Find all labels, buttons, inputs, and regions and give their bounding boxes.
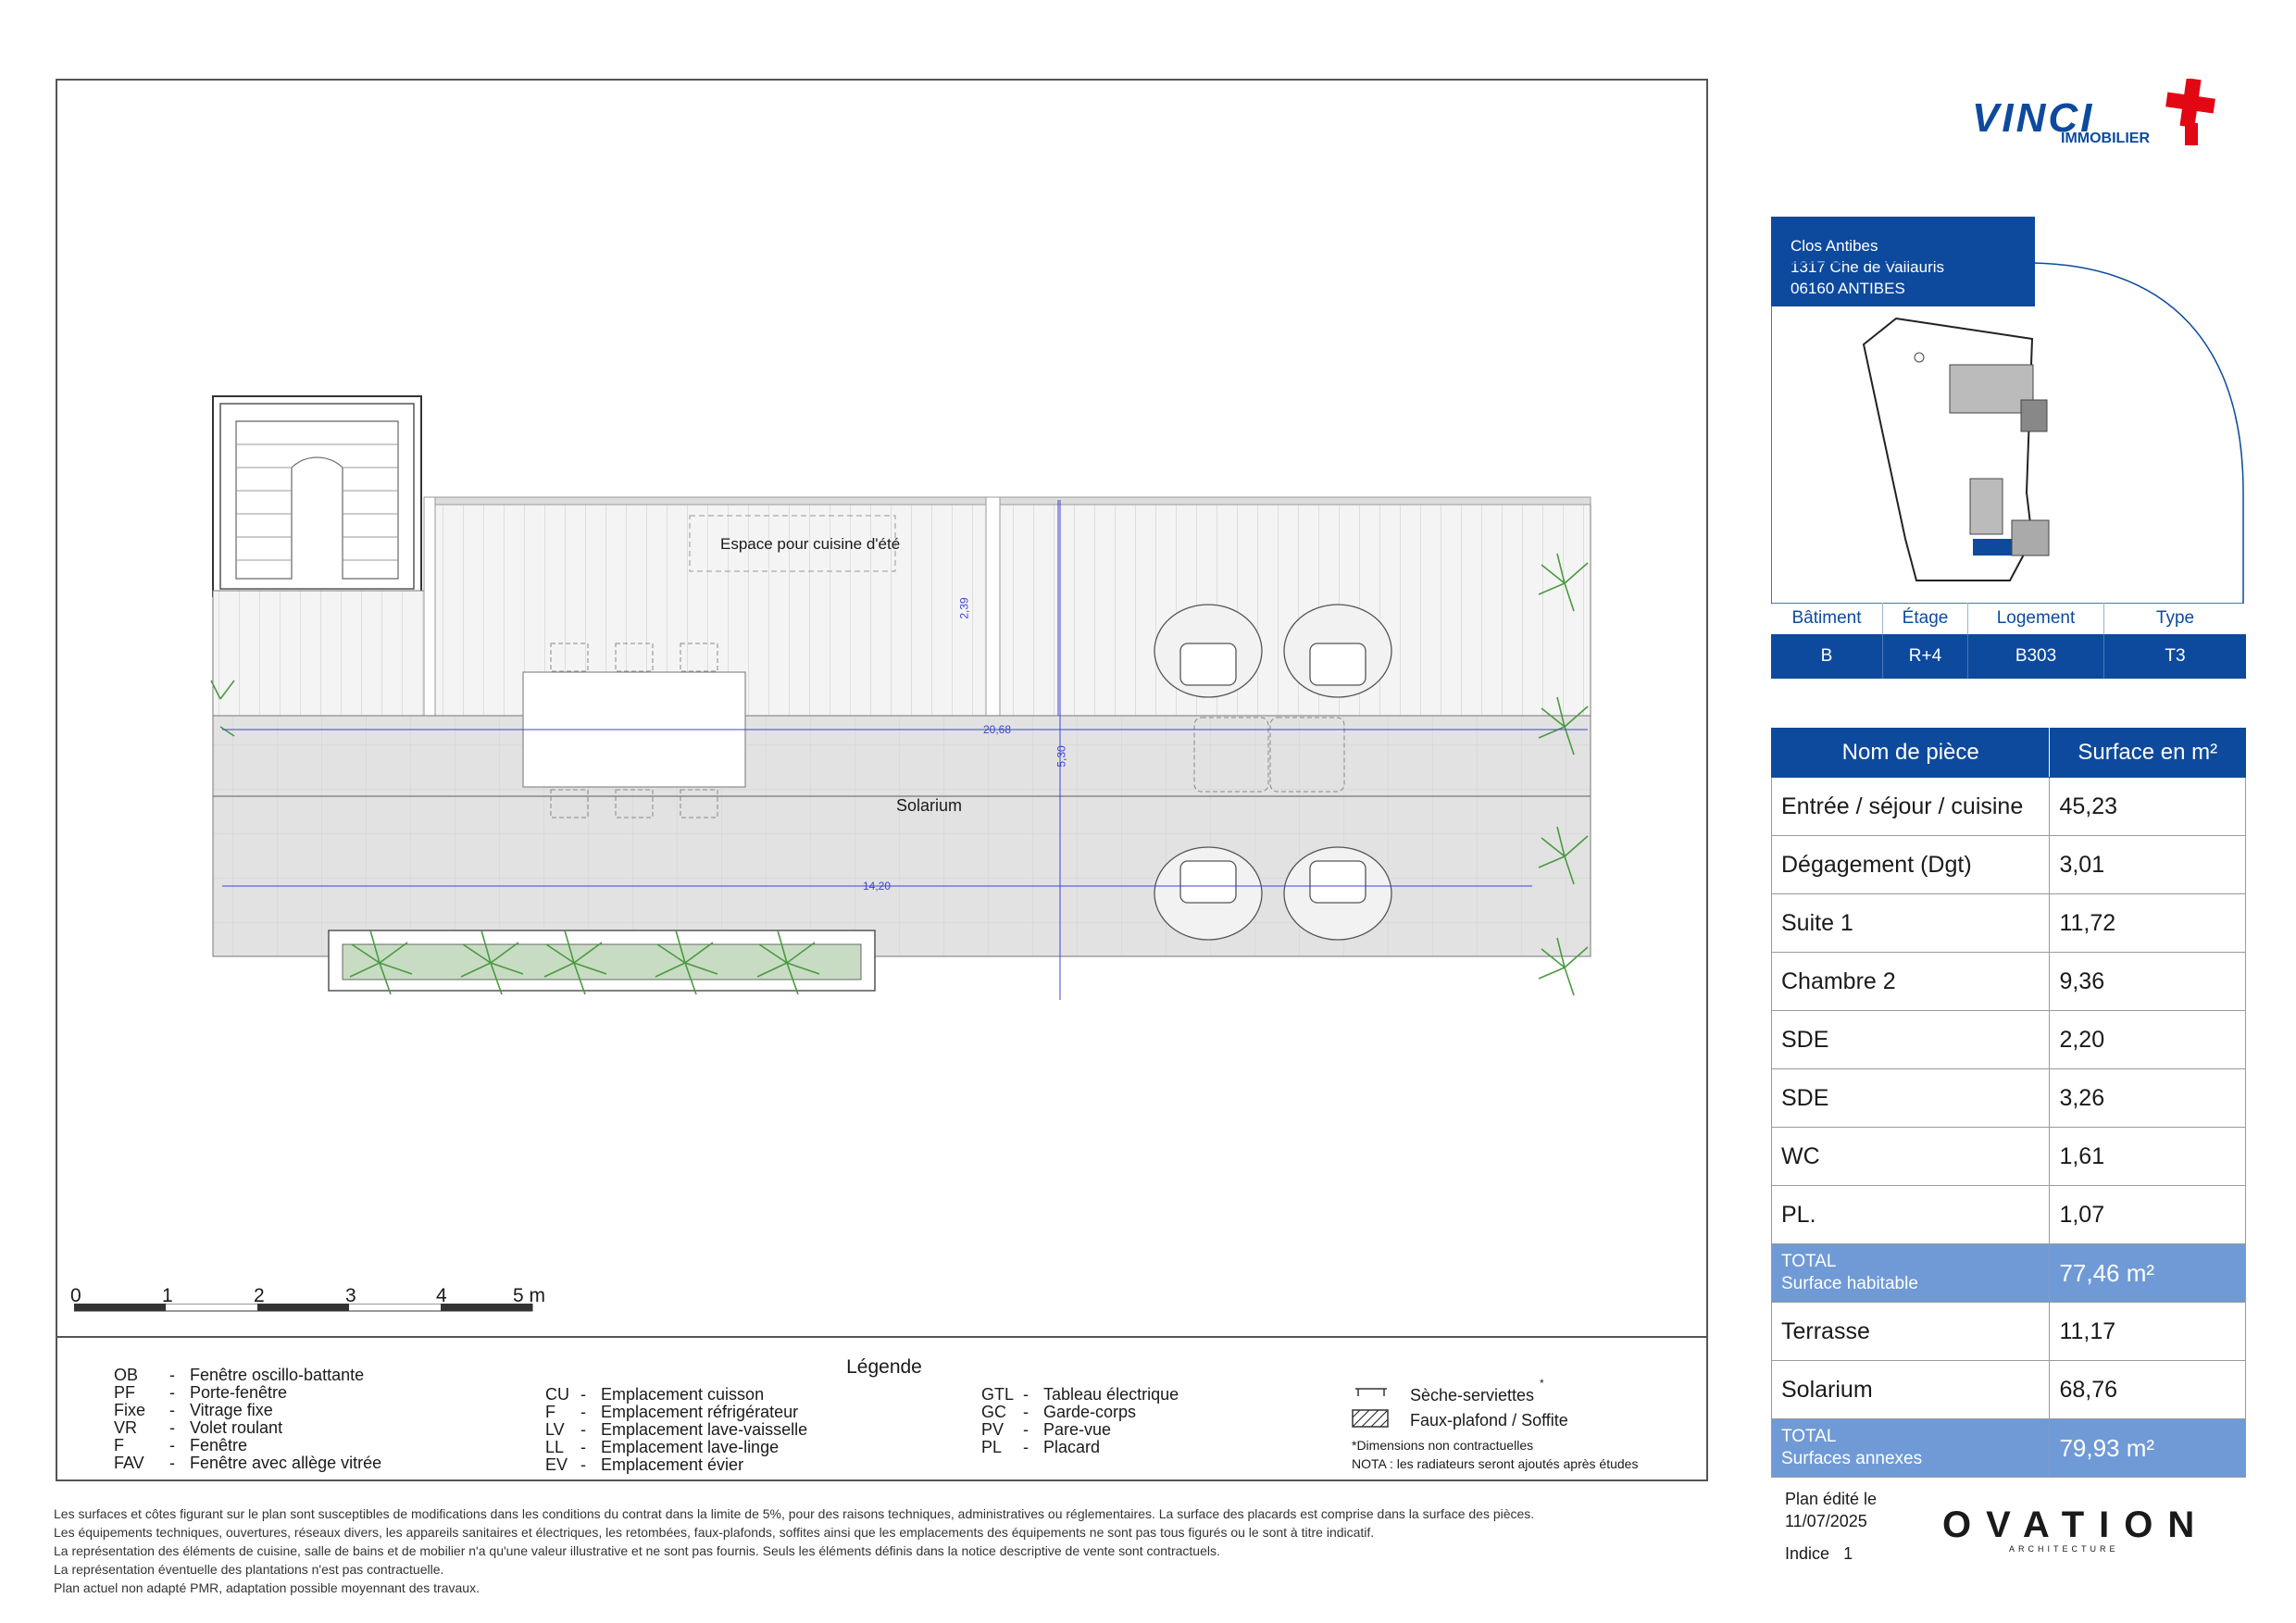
table-row: Suite 1 11,72 <box>1772 894 2246 953</box>
radiator-note: NOTA : les radiateurs seront ajoutés après études <box>1352 1456 1639 1471</box>
kitchen-note: Espace pour cuisine d'été <box>720 535 901 553</box>
header-room: Nom de pièce <box>1772 729 2050 778</box>
legend-col-2: CU - Emplacement cuisson F - Emplacement réfrigérateur LV - Emplacement lave-vaisselle LL - Emplacement lave-linge EV - Emplacement évier <box>545 1385 808 1474</box>
info-values <box>1771 634 2246 679</box>
dim-height-b: 5,30 <box>1054 745 1068 768</box>
room-surface-table <box>1771 728 2246 1478</box>
info-header-unit: Logement <box>1968 603 2104 634</box>
table-row: Entrée / séjour / cuisine 45,23 <box>1772 778 2246 836</box>
false-ceiling-icon <box>1352 1409 1389 1428</box>
info-header-floor: Étage <box>1883 603 1968 634</box>
towel-dryer-icon <box>1354 1385 1389 1398</box>
scale-bar <box>74 1304 537 1322</box>
floor-plan <box>56 79 1708 1336</box>
disclaimer: Les surfaces et côtes figurant sur le plan sont susceptibles de modifications dans les conditions du contrat dans la limite de 5%, pour des raisons techniques, administratives ou réglementaires. La surface des placards est comprise dans la surface des pièces. Les équipements techniques, ouvertures, réseaux divers, les appareils sanitaires et électriques, les retombées, faux-plafonds, soffites ainsi que les emplacements des équipements ne sont pas tous figurés ou le sont à titre indicatif. La représentation des éléments de cuisine, salle de bains et de mobilier n'a qu'une valeur illustrative et ne sont pas fournis. Seuls les éléments définis dans la notice descriptive de vente sont contractuels. La représentation éventuelle des plantations n'est pas contractuelle. Plan actuel non adapté PMR, adaptation possible moyennant des travaux. <box>54 1506 1535 1595</box>
room-label: Solarium <box>896 796 963 815</box>
dim-width-total: 20,68 <box>983 723 1012 736</box>
table-row: Dégagement (Dgt) 3,01 <box>1772 836 2246 894</box>
dim-width-solarium: 14,20 <box>863 880 892 893</box>
scale-3: 3 <box>345 1285 356 1306</box>
info-unit: B303 <box>1968 634 2104 679</box>
info-building: B <box>1771 634 1883 679</box>
towel-dryer-label: Sèche-serviettes <box>1410 1386 1535 1405</box>
info-header <box>1771 603 2246 634</box>
legend-col-1: OB - Fenêtre oscillo-battante PF - Porte-fenêtre Fixe - Vitrage fixe VR - Volet roulant F - Fenêtre FAV - Fenêtre avec allège vitrée <box>114 1366 382 1472</box>
total-habitable-row: TOTAL Surface habitable 77,46 m² <box>1772 1244 2246 1303</box>
dimensions-note: *Dimensions non contractuelles <box>1352 1438 1534 1453</box>
scale-5: 5 m <box>513 1285 546 1306</box>
plan-edit-date: Plan édité le 11/07/2025 <box>1785 1490 1878 1530</box>
scale-2: 2 <box>254 1285 265 1306</box>
table-row: Terrasse 11,17 <box>1772 1303 2246 1361</box>
table-row: PL. 1,07 <box>1772 1186 2246 1244</box>
info-header-type: Type <box>2155 608 2195 628</box>
legend-divider <box>56 1336 1708 1338</box>
info-floor: R+4 <box>1883 634 1968 679</box>
table-row: Solarium 68,76 <box>1772 1361 2246 1419</box>
table-row: Chambre 2 9,36 <box>1772 953 2246 1011</box>
info-header-building: Bâtiment <box>1771 603 1883 634</box>
scale-0: 0 <box>70 1285 81 1306</box>
scale-4: 4 <box>436 1285 447 1306</box>
ovation-logo: OVATION <box>1942 1504 2210 1545</box>
indice: Indice 1 <box>1785 1544 1853 1563</box>
total-annex-row: TOTAL Surfaces annexes 79,93 m² <box>1772 1419 2246 1478</box>
site-plan <box>1771 261 2248 604</box>
false-ceiling-label: Faux-plafond / Soffite <box>1410 1411 1568 1429</box>
table-row: SDE 3,26 <box>1772 1069 2246 1128</box>
scale-1: 1 <box>162 1285 173 1306</box>
legend-title: Légende <box>846 1356 922 1378</box>
info-type: T3 <box>2165 646 2186 666</box>
table-row: SDE 2,20 <box>1772 1011 2246 1069</box>
legend-col-3: GTL - Tableau électrique GC - Garde-corps PV - Pare-vue PL - Placard <box>981 1385 1179 1456</box>
ovation-logo-sub: ARCHITECTURE <box>2009 1544 2119 1554</box>
address-block: Clos Antibes 1317 Che de Vallauris 06160 ANTIBES <box>1771 217 2035 306</box>
header-area: Surface en m² <box>2050 729 2246 778</box>
towel-dryer-asterisk: * <box>1540 1377 1544 1390</box>
dim-height-a: 2,39 <box>957 597 971 619</box>
table-header <box>1772 729 2246 778</box>
stair-block <box>213 396 421 596</box>
table-row: WC 1,61 <box>1772 1128 2246 1186</box>
